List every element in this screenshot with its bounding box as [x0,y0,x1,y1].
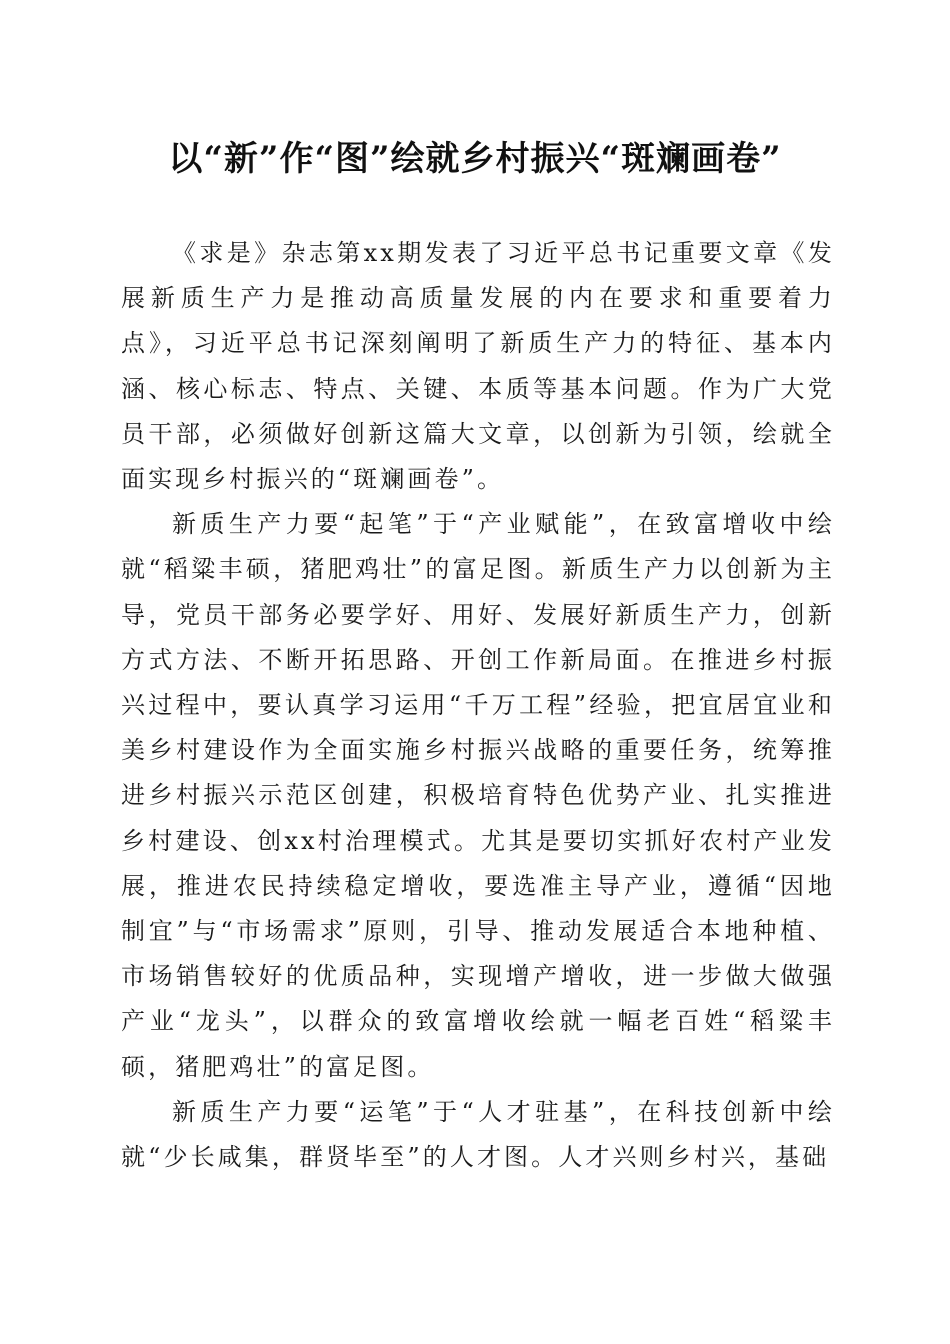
document-title: 以“新”作“图”绘就乡村振兴“斑斓画卷” [168,139,782,179]
paragraph-2: 新质生产力要“起笔”于“产业赋能”，在致富增收中绘就“稻粱丰硕，猪肥鸡壮”的富足图。新质生产力以创新为主导，党员干部务必要学好、用好、发展好新质生产力，创新方式方法、不断开拓思路、开创工作新局面。在推进乡村振兴过程中，要认真学习运用“千万工程”经验，把宜居宜业和美乡村建设作为全面实施乡村振兴战略的重要任务，统筹推进乡村振兴示范区创建，积极培育特色优势产业、扎实推进乡村建设、创xx村治理模式。尤其是要切实抓好农村产业发展，推进农民持续稳定增收，要选准主导产业，遵循“因地制宜”与“市场需求”原则，引导、推动发展适合本地种植、市场销售较好的优质品种，实现增产增收，进一步做大做强产业“龙头”，以群众的致富增收绘就一幅老百姓“稻粱丰硕，猪肥鸡壮”的富足图。 [121,510,835,1081]
paragraph-3: 新质生产力要“运笔”于“人才驻基”，在科技创新中绘就“少长咸集，群贤毕至”的人才图。人才兴则乡村兴，基础 [121,1097,835,1172]
document-body [121,231,835,1180]
paragraph-1: 《求是》杂志第xx期发表了习近平总书记重要文章《发展新质生产力是推动高质量发展的内在要求和重要着力点》，习近平总书记深刻阐明了新质生产力的特征、基本内涵、核心标志、特点、关键、本质等基本问题。作为广大党员干部，必须做好创新这篇大文章，以创新为引领，绘就全面实现乡村振兴的“斑斓画卷”。 [121,239,835,494]
